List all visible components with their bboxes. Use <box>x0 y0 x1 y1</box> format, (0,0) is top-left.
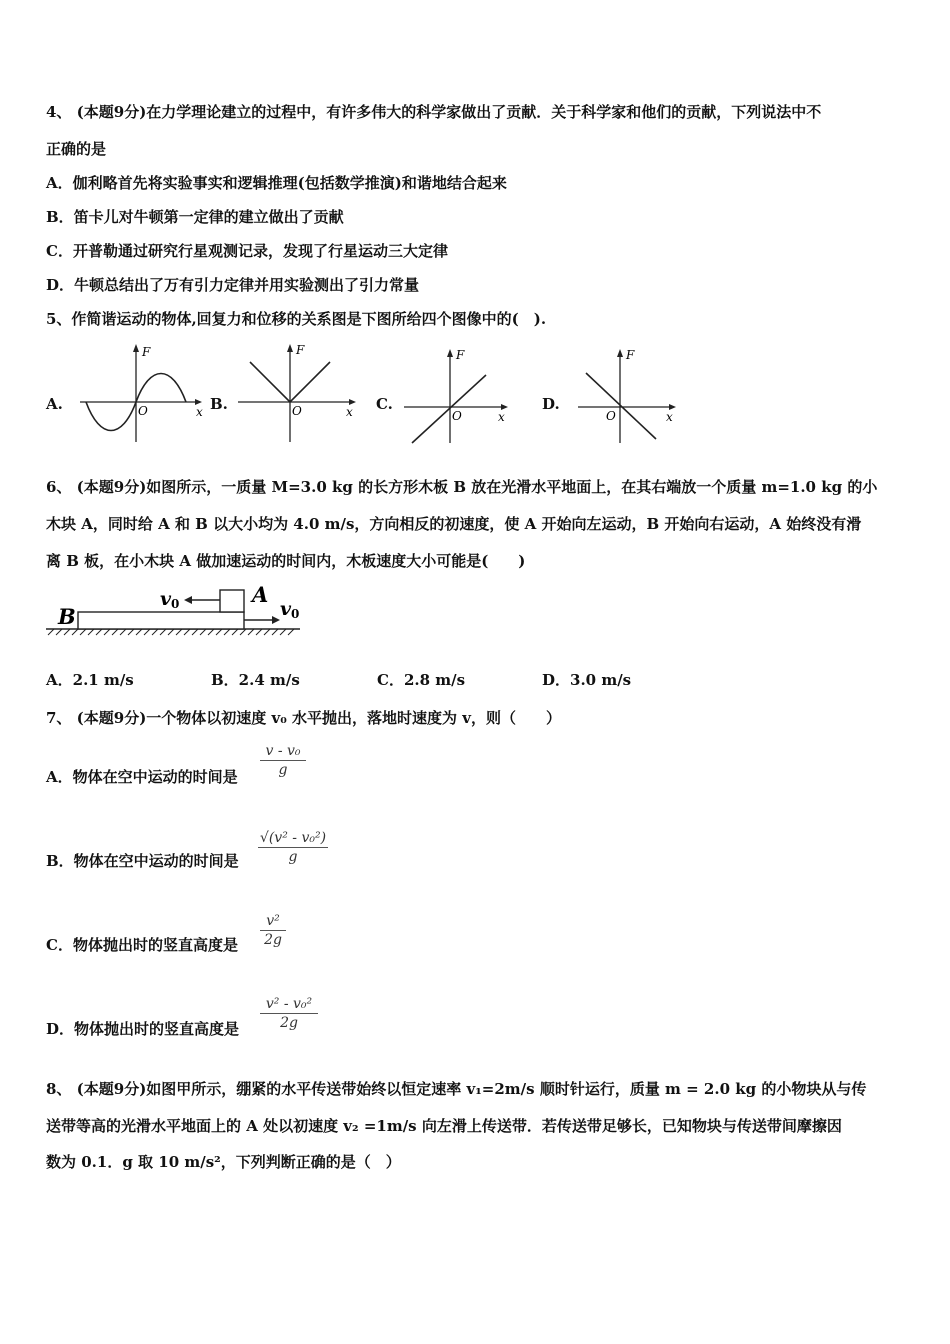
q7-d-denominator: 2g <box>280 1015 298 1031</box>
q5-stem: 5、作简谐运动的物体,回复力和位移的关系图是下图所给四个图像中的( ). <box>46 310 547 328</box>
board-b <box>78 612 244 629</box>
q5-a-origin: O <box>138 404 148 418</box>
q6-stem-line2: 木块 A，同时给 A 和 B 以大小均为 4.0 m/s，方向相反的初速度，使 A 开始向左运动，B 开始向右运动，A 始终没有滑 <box>46 515 862 533</box>
q6-option-a: A．2.1 m/s <box>46 671 134 689</box>
q8-stem-line3: 数为 0.1．g 取 10 m/s²，下列判断正确的是（ ） <box>46 1153 401 1171</box>
q5-c-axis-f: F <box>456 348 465 362</box>
q5-d-axis-x: x <box>666 410 673 424</box>
q7-c-numerator: v² <box>266 913 280 929</box>
q7-option-b: B．物体在空中运动的时间是 <box>46 852 239 870</box>
q8-stem-line1: 8、 (本题9分)如图甲所示，绷紧的水平传送带始终以恒定速率 v₁=2m/s 顺时针运行，质量 m = 2.0 kg 的小物块从与传 <box>46 1080 867 1098</box>
label-b: B <box>58 604 76 629</box>
q7-b-denominator: g <box>288 849 298 865</box>
q7-b-numerator: √(v² - v₀²) <box>259 830 327 846</box>
q4-option-d: D．牛顿总结出了万有引力定律并用实验测出了引力常量 <box>46 276 420 294</box>
q7-formula-c <box>260 913 286 948</box>
q6-option-c: C．2.8 m/s <box>377 671 466 689</box>
q6-stem-line1: 6、 (本题9分)如图所示，一质量 M=3.0 kg 的长方形木板 B 放在光滑水平地面上，在其右端放一个质量 m=1.0 kg 的小 <box>46 478 878 496</box>
q7-a-denominator: g <box>278 762 288 778</box>
q5-label-d: D. <box>542 395 560 413</box>
q5-label-b: B. <box>210 395 228 413</box>
q4-stem-line2: 正确的是 <box>46 140 107 158</box>
q5-graph-c <box>398 345 516 445</box>
q7-formula-a <box>260 743 306 778</box>
q6-option-b: B．2.4 m/s <box>211 671 300 689</box>
block-a <box>220 590 244 612</box>
q7-option-c: C．物体抛出时的竖直高度是 <box>46 936 238 954</box>
q5-a-axis-x: x <box>196 405 203 419</box>
q6-figure <box>44 580 306 638</box>
q5-label-a: A. <box>46 395 63 413</box>
q5-c-origin: O <box>452 409 462 423</box>
q5-d-origin: O <box>606 409 616 423</box>
label-a: A <box>252 582 269 607</box>
q5-b-origin: O <box>292 404 302 418</box>
q4-stem-line1: 4、 (本题9分)在力学理论建立的过程中，有许多伟大的科学家做出了贡献．关于科学家和他们的贡献，下列说法中不 <box>46 103 822 121</box>
q4-option-a: A．伽利略首先将实验事实和逻辑推理(包括数学推演)和谐地结合起来 <box>46 174 507 192</box>
q5-b-axis-f: F <box>296 343 305 357</box>
q6-stem-line3: 离 B 板，在小木块 A 做加速运动的时间内，木板速度大小可能是( ) <box>46 552 526 570</box>
q4-option-b: B．笛卡儿对牛顿第一定律的建立做出了贡献 <box>46 208 344 226</box>
q6-option-d: D．3.0 m/s <box>542 671 632 689</box>
q7-stem: 7、 (本题9分)一个物体以初速度 v₀ 水平抛出，落地时速度为 v，则（ ） <box>46 709 561 727</box>
q4-option-c: C．开普勒通过研究行星观测记录，发现了行星运动三大定律 <box>46 242 448 260</box>
q5-graph-b <box>232 340 362 446</box>
label-v0-left: v0 <box>160 588 180 611</box>
q7-formula-d <box>260 996 318 1031</box>
q7-option-a: A．物体在空中运动的时间是 <box>46 768 238 786</box>
q7-c-denominator: 2g <box>264 932 282 948</box>
q7-formula-b <box>258 830 328 865</box>
q5-label-c: C. <box>376 395 393 413</box>
q5-graph-d <box>572 345 684 445</box>
label-v0-right: v0 <box>280 598 300 621</box>
q5-graph-a <box>72 340 208 446</box>
q7-a-numerator: v - v₀ <box>265 743 301 759</box>
q5-d-axis-f: F <box>626 348 635 362</box>
q8-stem-line2: 送带等高的光滑水平地面上的 A 处以初速度 v₂ =1m/s 向左滑上传送带．若传送带足够长，已知物块与传送带间摩擦因 <box>46 1117 842 1135</box>
q5-a-axis-f: F <box>142 345 151 359</box>
q7-d-numerator: v² - v₀² <box>265 996 313 1012</box>
q7-option-d: D．物体抛出时的竖直高度是 <box>46 1020 240 1038</box>
q5-c-axis-x: x <box>498 410 505 424</box>
q5-b-axis-x: x <box>346 405 353 419</box>
